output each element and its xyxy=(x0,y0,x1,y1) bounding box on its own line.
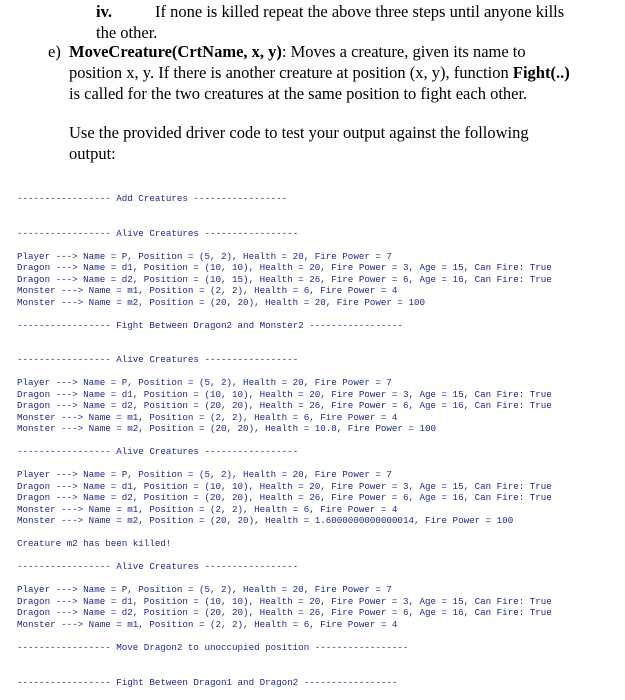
separator-alive-creatures: ----------------- Alive Creatures ----------------- xyxy=(17,354,299,365)
item-e-marker: e) xyxy=(48,42,61,61)
output-line: Dragon ---> Name = d1, Position = (10, 10), Health = 20, Fire Power = 3, Age = 15, Can Fire: True xyxy=(17,389,552,400)
item-iv-line2: the other. xyxy=(96,23,158,42)
instruction-line1: Use the provided driver code to test your output against the following xyxy=(69,123,529,142)
separator-fight: ----------------- Fight Between Dragon2 and Monster2 ----------------- xyxy=(17,320,403,331)
output-line: Dragon ---> Name = d2, Position = (20, 20), Health = 26, Fire Power = 6, Age = 16, Can Fire: True xyxy=(17,400,552,411)
separator-fight: ----------------- Fight Between Dragon1 and Dragon2 ----------------- xyxy=(17,677,398,688)
function-name: MoveCreature(CrtName, x, y) xyxy=(69,42,282,61)
output-line: Player ---> Name = P, Position = (5, 2), Health = 20, Fire Power = 7 xyxy=(17,469,392,480)
output-line: Dragon ---> Name = d1, Position = (10, 10), Health = 20, Fire Power = 3, Age = 15, Can Fire: True xyxy=(17,262,552,273)
output-line: Dragon ---> Name = d2, Position = (20, 20), Health = 26, Fire Power = 6, Age = 16, Can Fire: True xyxy=(17,607,552,618)
separator-move: ----------------- Move Dragon2 to unoccupied position ----------------- xyxy=(17,642,409,653)
output-line: Dragon ---> Name = d1, Position = (10, 10), Health = 20, Fire Power = 3, Age = 15, Can Fire: True xyxy=(17,481,552,492)
separator-alive-creatures: ----------------- Alive Creatures ----------------- xyxy=(17,446,299,457)
output-line: Player ---> Name = P, Position = (5, 2), Health = 20, Fire Power = 7 xyxy=(17,584,392,595)
output-line: Monster ---> Name = m1, Position = (2, 2), Health = 6, Fire Power = 4 xyxy=(17,412,398,423)
item-e-line2: position x, y. If there is another creature at position (x, y), function Fight(..) xyxy=(69,63,570,82)
output-line: Player ---> Name = P, Position = (5, 2), Health = 20, Fire Power = 7 xyxy=(17,251,392,262)
output-line: Monster ---> Name = m1, Position = (2, 2), Health = 6, Fire Power = 4 xyxy=(17,619,398,630)
output-line: Monster ---> Name = m1, Position = (2, 2), Health = 6, Fire Power = 4 xyxy=(17,504,398,515)
output-line: Dragon ---> Name = d2, Position = (10, 15), Health = 26, Fire Power = 6, Age = 16, Can Fire: True xyxy=(17,274,552,285)
item-iv-marker: iv. xyxy=(96,2,113,21)
output-line: Monster ---> Name = m2, Position = (20, 20), Health = 10.8, Fire Power = 100 xyxy=(17,423,437,434)
killed-message: Creature m2 has been killed! xyxy=(17,538,172,549)
fight-function-name: Fight(..) xyxy=(512,63,570,82)
output-line: Monster ---> Name = m2, Position = (20, 20), Health = 1.6000000000000014, Fire Power = 100 xyxy=(17,515,514,526)
instruction-line2: output: xyxy=(69,144,116,163)
item-e-line1: MoveCreature(CrtName, x, y): Moves a creature, given its name to xyxy=(69,42,526,61)
output-line: Monster ---> Name = m2, Position = (20, 20), Health = 20, Fire Power = 100 xyxy=(17,297,425,308)
item-iv-line1: If none is killed repeat the above three steps until anyone kills xyxy=(155,2,565,21)
output-line: Dragon ---> Name = d2, Position = (20, 20), Health = 26, Fire Power = 6, Age = 16, Can Fire: True xyxy=(17,492,552,503)
output-line: Player ---> Name = P, Position = (5, 2), Health = 20, Fire Power = 7 xyxy=(17,377,392,388)
separator-alive-creatures: ----------------- Alive Creatures ----------------- xyxy=(17,561,299,572)
separator-alive-creatures: ----------------- Alive Creatures ----------------- xyxy=(17,228,299,239)
separator-add-creatures: ----------------- Add Creatures ----------------- xyxy=(17,193,288,204)
output-line: Monster ---> Name = m1, Position = (2, 2), Health = 6, Fire Power = 4 xyxy=(17,285,398,296)
item-e-line3: is called for the two creatures at the same position to fight each other. xyxy=(69,84,528,103)
output-line: Dragon ---> Name = d1, Position = (10, 10), Health = 20, Fire Power = 3, Age = 15, Can Fire: True xyxy=(17,596,552,607)
